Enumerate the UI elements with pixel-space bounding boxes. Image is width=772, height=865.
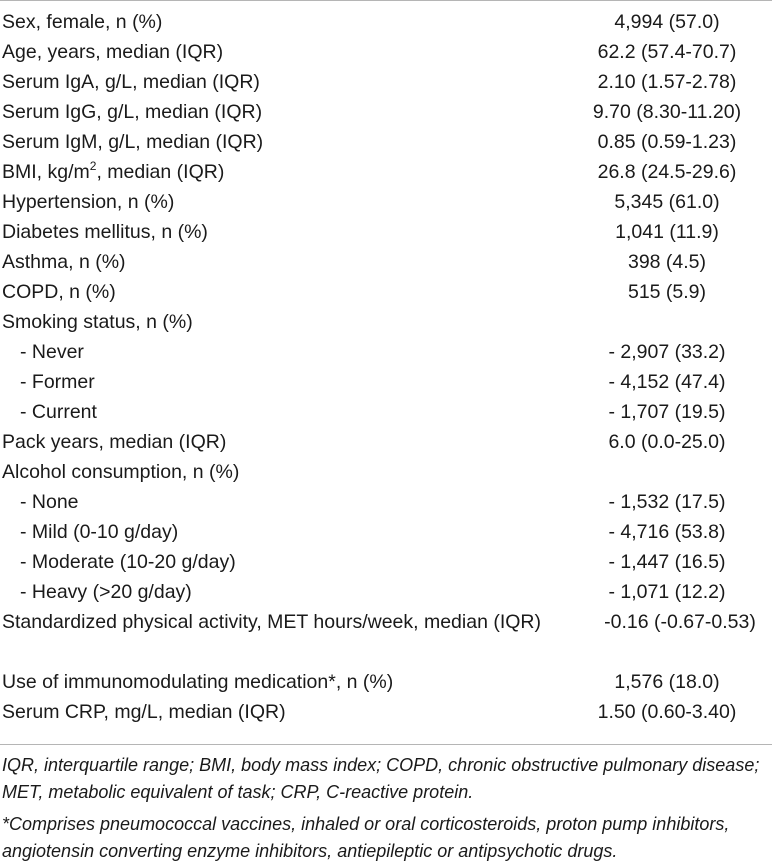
asterisk-footnote: *Comprises pneumococcal vaccines, inhaled or oral corticosteroids, proton pump inhibitors, angiotensin converting enzyme inhibitors, antiepileptic or antipsychotic drugs.	[2, 814, 730, 861]
characteristics-table	[0, 7, 772, 727]
row-label: - Former	[20, 371, 95, 393]
table-row	[0, 337, 772, 367]
table-row	[0, 97, 772, 127]
row-value	[562, 457, 772, 487]
row-label: - None	[20, 491, 79, 513]
table-row	[0, 277, 772, 307]
row-value: 2.10 (1.57-2.78)	[597, 71, 737, 93]
row-label: Hypertension, n (%)	[2, 191, 175, 213]
row-label: Pack years, median (IQR)	[2, 431, 227, 453]
table-row	[0, 607, 772, 667]
row-label: Use of immunomodulating medication*, n (%)	[2, 671, 394, 693]
row-label: Sex, female, n (%)	[2, 11, 163, 33]
table-row	[0, 7, 772, 37]
table-row	[0, 487, 772, 517]
table-row	[0, 67, 772, 97]
row-value: -0.16 (-0.67-0.53)	[604, 611, 756, 633]
row-label: - Moderate (10-20 g/day)	[20, 551, 236, 573]
row-label: - Current	[20, 401, 97, 423]
row-value: 1,041 (11.9)	[615, 221, 719, 243]
row-value: - 1,447 (16.5)	[608, 551, 726, 573]
row-value: 26.8 (24.5-29.6)	[597, 161, 737, 183]
bmi-label-suffix: , median (IQR)	[96, 161, 225, 183]
row-value: - 4,152 (47.4)	[608, 371, 726, 393]
row-label: Standardized physical activity, MET hours/week, median (IQR)	[2, 611, 541, 633]
table-row	[0, 367, 772, 397]
table-row	[0, 457, 772, 487]
row-label: Asthma, n (%)	[2, 251, 126, 273]
row-value: 0.85 (0.59-1.23)	[597, 131, 737, 153]
row-value: 62.2 (57.4-70.7)	[597, 41, 737, 63]
row-label	[0, 157, 562, 187]
row-label: Serum IgM, g/L, median (IQR)	[2, 131, 264, 153]
row-label: COPD, n (%)	[2, 281, 116, 303]
row-value: 1,576 (18.0)	[614, 671, 720, 693]
row-label: Alcohol consumption, n (%)	[2, 461, 240, 483]
row-value: 4,994 (57.0)	[614, 11, 720, 33]
row-value: 5,345 (61.0)	[614, 191, 720, 213]
bmi-label-superscript: 2	[89, 159, 97, 173]
table-row	[0, 217, 772, 247]
table-row	[0, 187, 772, 217]
table-row	[0, 517, 772, 547]
abbreviations-footnote: IQR, interquartile range; BMI, body mass index; COPD, chronic obstructive pulmonary disease; MET, metabolic equivalent of task; CRP, C-reactive protein.	[2, 755, 760, 802]
row-label: Diabetes mellitus, n (%)	[2, 221, 208, 243]
row-value: 6.0 (0.0-25.0)	[608, 431, 726, 453]
table-row	[0, 667, 772, 697]
table-row	[0, 157, 772, 187]
table-row	[0, 577, 772, 607]
table-row	[0, 697, 772, 727]
table-top-rule	[0, 0, 772, 1]
row-label: - Heavy (>20 g/day)	[20, 581, 192, 603]
row-value: - 1,532 (17.5)	[608, 491, 726, 513]
row-value: 9.70 (8.30-11.20)	[592, 101, 742, 123]
row-label: Age, years, median (IQR)	[2, 41, 224, 63]
table-bottom-rule	[0, 744, 772, 745]
table-row	[0, 547, 772, 577]
bmi-label-prefix: BMI, kg/m	[2, 161, 90, 183]
table-row	[0, 307, 772, 337]
row-value: - 1,071 (12.2)	[608, 581, 726, 603]
row-value: 398 (4.5)	[627, 251, 707, 273]
table-row	[0, 427, 772, 457]
row-label: - Never	[20, 341, 84, 363]
table-row	[0, 37, 772, 67]
row-value: - 1,707 (19.5)	[608, 401, 726, 423]
row-label: Serum IgG, g/L, median (IQR)	[2, 101, 263, 123]
row-value: - 2,907 (33.2)	[608, 341, 726, 363]
row-label: Smoking status, n (%)	[2, 311, 193, 333]
table-footnotes	[2, 752, 772, 865]
row-label: Serum IgA, g/L, median (IQR)	[2, 71, 260, 93]
row-value: 515 (5.9)	[627, 281, 707, 303]
row-value: 1.50 (0.60-3.40)	[597, 701, 737, 723]
table-row	[0, 397, 772, 427]
table-row	[0, 247, 772, 277]
row-value	[562, 307, 772, 337]
row-label: Serum CRP, mg/L, median (IQR)	[2, 701, 286, 723]
row-label: - Mild (0-10 g/day)	[20, 521, 179, 543]
table-row	[0, 127, 772, 157]
row-value: - 4,716 (53.8)	[608, 521, 726, 543]
